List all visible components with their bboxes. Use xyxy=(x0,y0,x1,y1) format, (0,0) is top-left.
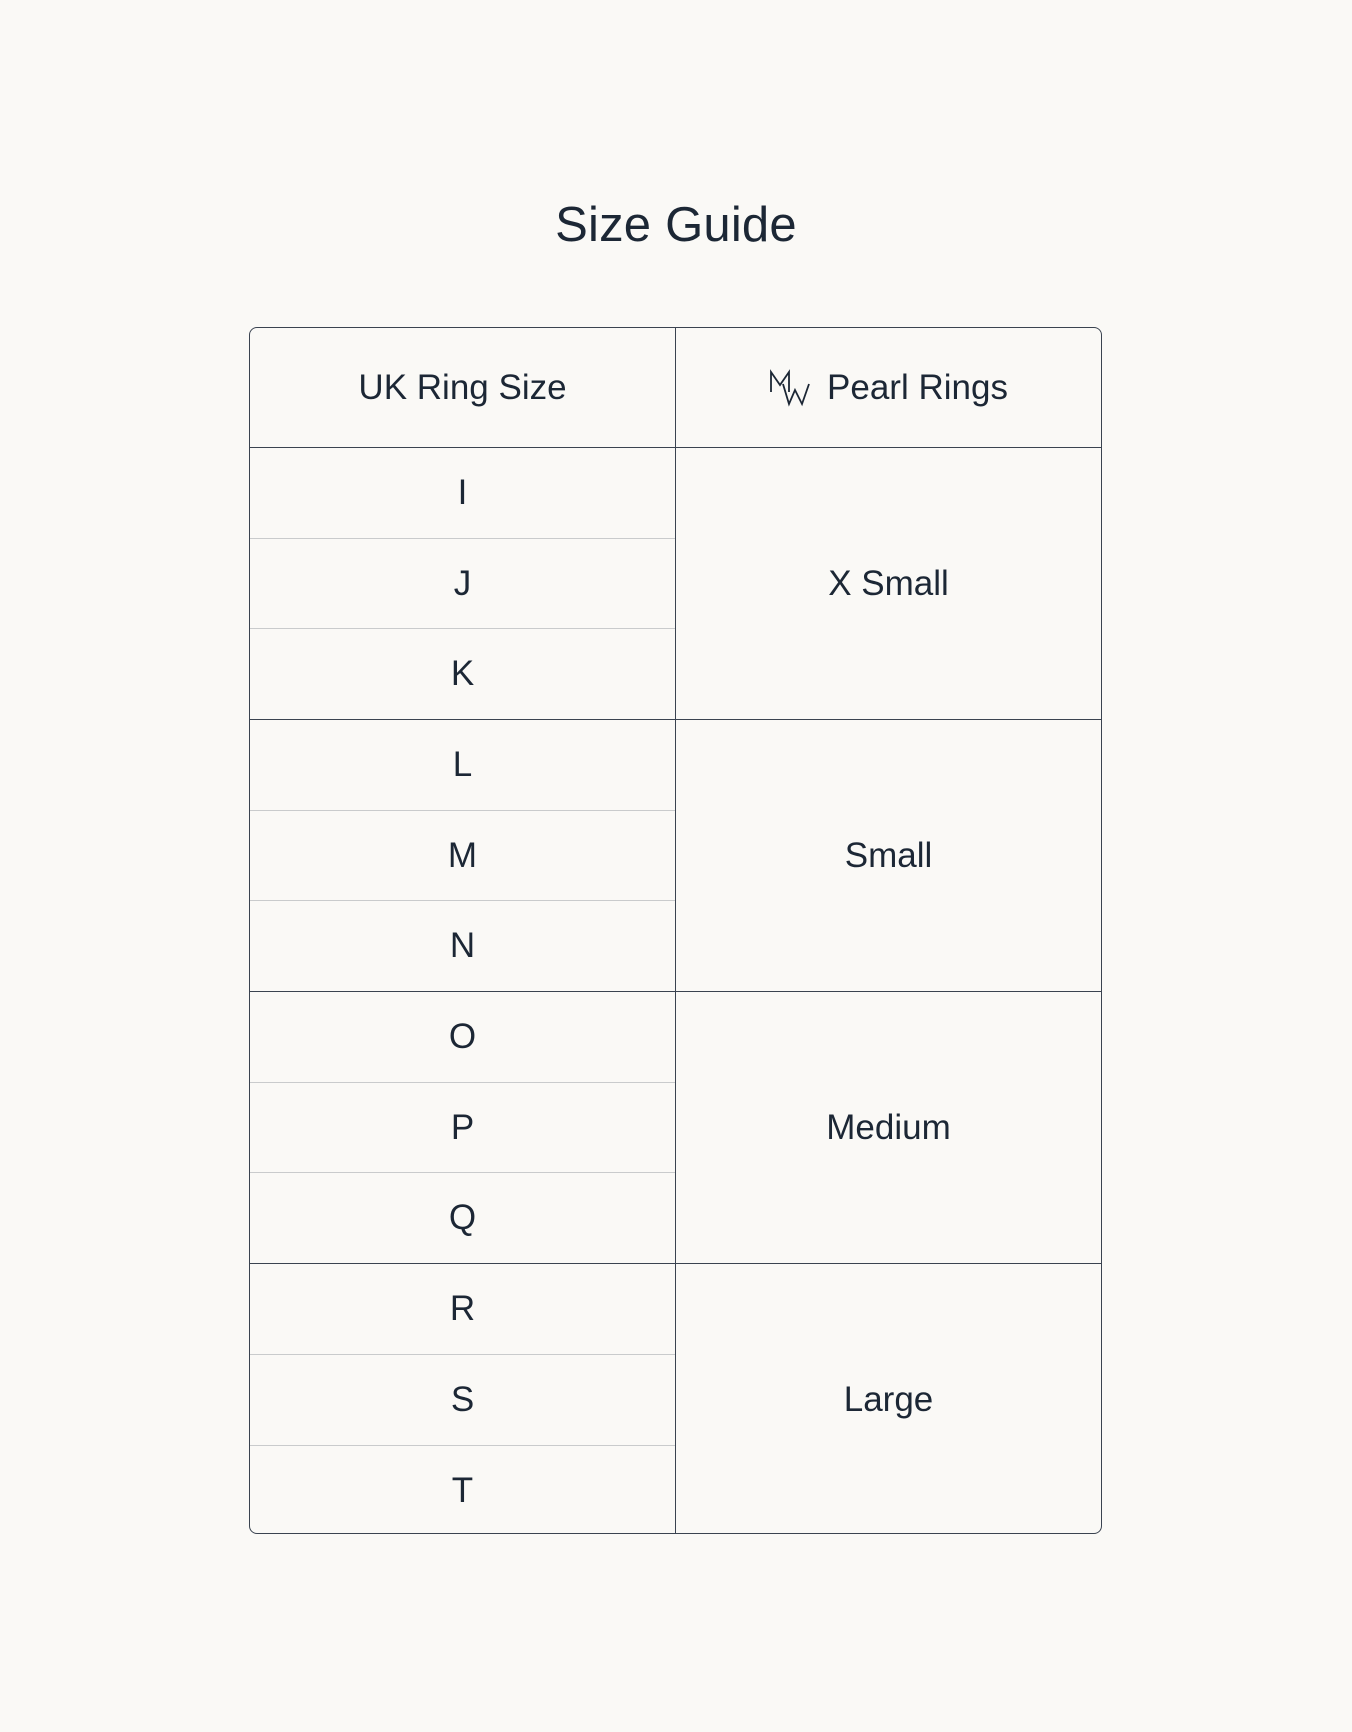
table-row: N xyxy=(449,926,476,966)
table-row: L xyxy=(250,720,675,811)
size-group-large xyxy=(250,1264,1101,1534)
size-group-medium xyxy=(250,992,1101,1264)
header-pearl-rings xyxy=(676,328,1101,447)
size-group-x-small xyxy=(250,448,1101,720)
mw-monogram-icon xyxy=(769,368,813,408)
header-uk-ring-size: UK Ring Size xyxy=(250,328,676,447)
table-header xyxy=(250,328,1101,448)
fit-small: Small xyxy=(844,835,933,875)
table-row: R xyxy=(250,1264,675,1355)
page-title: Size Guide xyxy=(555,198,797,252)
fit-x-small: X Small xyxy=(828,563,949,603)
table-row: P xyxy=(250,1083,675,1174)
size-group-small xyxy=(250,720,1101,992)
table-row: O xyxy=(250,992,675,1083)
size-guide-table xyxy=(249,327,1102,1534)
header-pearl-rings-label: Pearl Rings xyxy=(827,367,1008,407)
table-row: J xyxy=(250,539,675,630)
fit-large: Large xyxy=(843,1380,934,1419)
table-row: Q xyxy=(448,1198,477,1238)
table-row: T xyxy=(451,1471,474,1510)
table-row: K xyxy=(450,654,475,694)
table-row: I xyxy=(250,448,675,539)
fit-medium: Medium xyxy=(826,1107,951,1147)
table-row: S xyxy=(250,1355,675,1446)
table-row: M xyxy=(250,811,675,902)
